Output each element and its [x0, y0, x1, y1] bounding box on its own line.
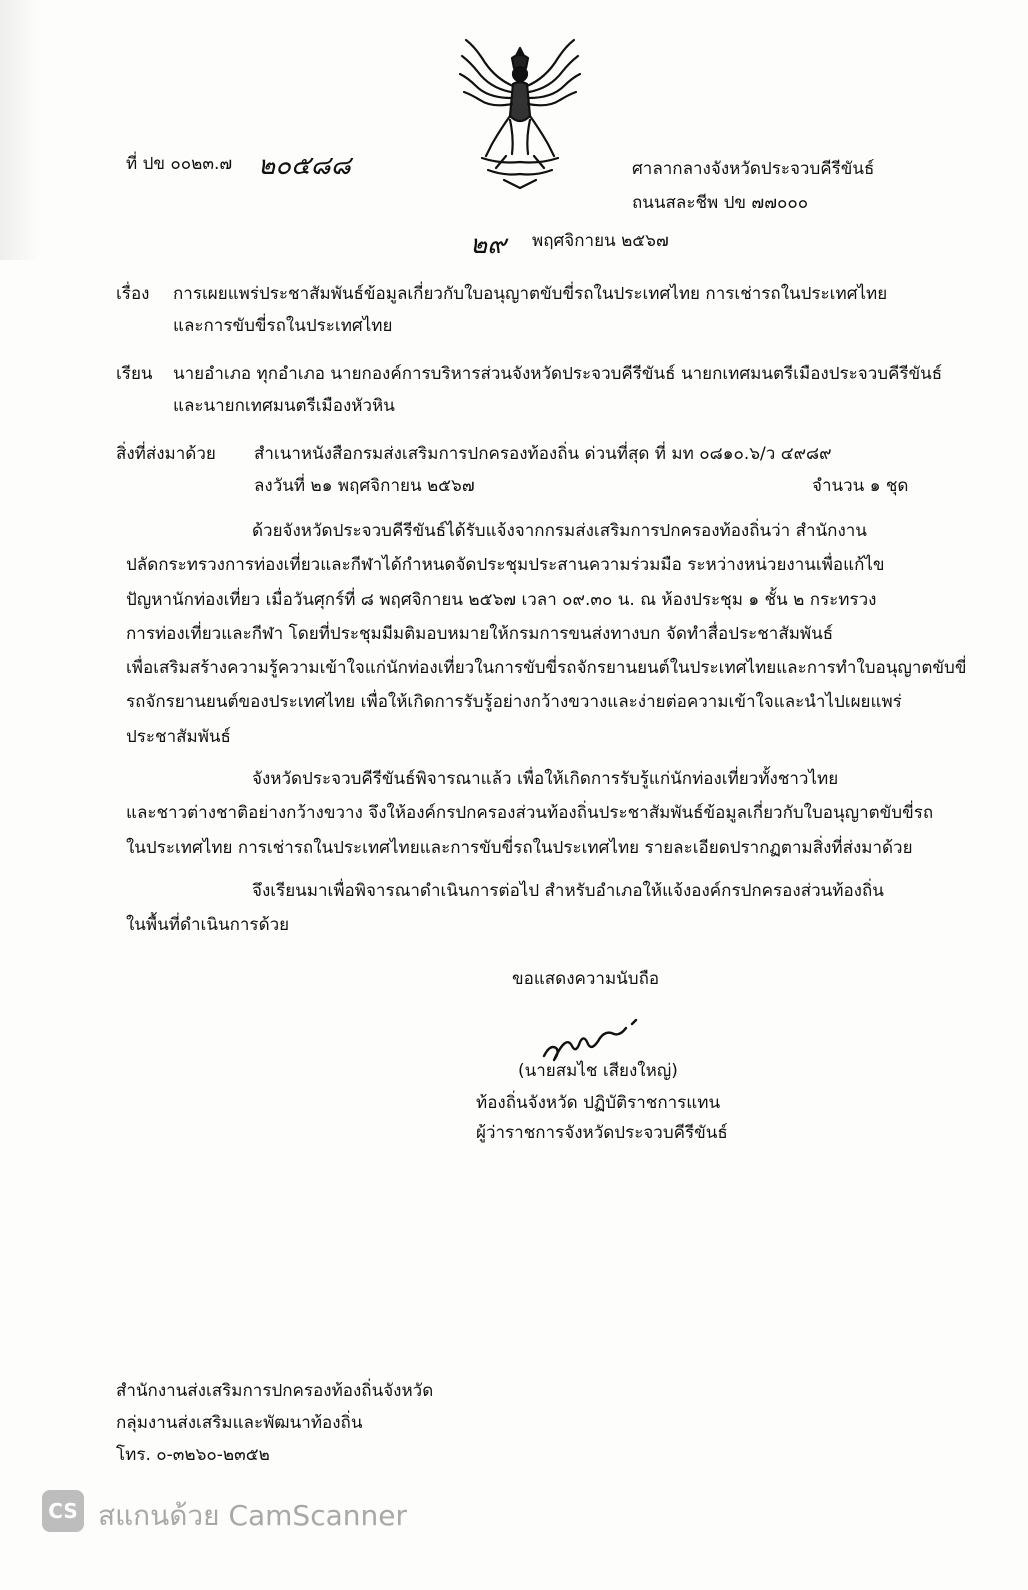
paragraph-line: ในประเทศไทย การเช่ารถในประเทศไทยและการขับขี่รถในประเทศไทย รายละเอียดปรากฏตามสิ่งที่ส่งมาด้วย: [126, 837, 913, 858]
date-month-year: พฤศจิกายน ๒๕๖๗: [532, 231, 669, 251]
footer-phone: โทร. ๐-๓๒๖๐-๒๓๕๒: [116, 1445, 270, 1465]
paragraph-line: ปัญหานักท่องเที่ยว เมื่อวันศุกร์ที่ ๘ พฤศจิกายน ๒๕๖๗ เวลา ๐๙.๓๐ น. ณ ห้องประชุม ๑ ชั้น ๒ กระทรวง: [126, 589, 877, 610]
enclosure-line-2: ลงวันที่ ๒๑ พฤศจิกายน ๒๕๖๗: [254, 476, 475, 496]
paragraph-line: จึงเรียนมาเพื่อพิจารณาดำเนินการต่อไป สำหรับอำเภอให้แจ้งองค์กรปกครองส่วนท้องถิ่น: [252, 881, 884, 901]
camscanner-logo-icon: CS: [42, 1490, 84, 1532]
footer-group: กลุ่มงานส่งเสริมและพัฒนาท้องถิ่น: [116, 1413, 363, 1433]
paragraph-line: และชาวต่างชาติอย่างกว้างขวาง จึงให้องค์กรปกครองส่วนท้องถิ่นประชาสัมพันธ์ข้อมูลเกี่ยวกับใบอนุญาตขับขี่รถ: [126, 803, 934, 824]
date-day-handwritten: ๒๙: [470, 230, 507, 260]
signer-title-1: ท้องถิ่นจังหวัด ปฏิบัติราชการแทน: [476, 1093, 721, 1113]
paragraph-line: การท่องเที่ยวและกีฬา โดยที่ประชุมมีมติมอบหมายให้กรมการขนส่งทางบก จัดทำสื่อประชาสัมพันธ์: [126, 623, 834, 644]
signer-name: (นายสมไช เสียงใหญ่): [518, 1061, 678, 1081]
office-name: ศาลากลางจังหวัดประจวบคีรีขันธ์: [632, 159, 875, 179]
body-paragraph-2: [126, 762, 933, 865]
paragraph-line: ในพื้นที่ดำเนินการด้วย: [126, 915, 290, 936]
paragraph-line: เพื่อเสริมสร้างความรู้ความเข้าใจแก่นักท่องเที่ยวในการขับขี่รถจักรยานยนต์ในประเทศไทยและการทำใบอนุญาตขับขี่: [126, 658, 967, 679]
subject-label: เรื่อง: [116, 284, 150, 304]
enclosure-label: สิ่งที่ส่งมาด้วย: [116, 444, 216, 464]
recipient-label: เรียน: [116, 364, 153, 384]
garuda-emblem-icon: [456, 34, 584, 194]
footer-office: สำนักงานส่งเสริมการปกครองท้องถิ่นจังหวัด: [116, 1381, 434, 1401]
enclosure-line-1: สำเนาหนังสือกรมส่งเสริมการปกครองท้องถิ่น ด่วนที่สุด ที่ มท ๐๘๑๐.๖/ว ๔๙๘๙: [254, 444, 832, 464]
paragraph-line: ปลัดกระทรวงการท่องเที่ยวและกีฬาได้กำหนดจัดประชุมประสานความร่วมมือ ระหว่างหน่วยงานเพื่อแก้ไข: [126, 555, 885, 576]
office-address: ถนนสละชีพ ปข ๗๗๐๐๐: [632, 193, 809, 213]
body-paragraph-3: [126, 874, 884, 943]
recipient-line-1: นายอำเภอ ทุกอำเภอ นายกองค์การบริหารส่วนจังหวัดประจวบคีรีขันธ์ นายกเทศมนตรีเมืองประจวบคีรีขันธ์: [173, 364, 943, 384]
enclosure-quantity: จำนวน ๑ ชุด: [812, 476, 909, 496]
paragraph-line: ประชาสัมพันธ์: [126, 726, 231, 747]
camscanner-watermark-text: สแกนด้วย CamScanner: [98, 1499, 407, 1532]
subject-line-1: การเผยแพร่ประชาสัมพันธ์ข้อมูลเกี่ยวกับใบอนุญาตขับขี่รถในประเทศไทย การเช่ารถในประเทศไทย: [173, 284, 888, 304]
subject-line-2: และการขับขี่รถในประเทศไทย: [173, 316, 393, 336]
doc-number-handwritten: ๒๐๕๘๘: [258, 151, 351, 181]
scan-edge-shadow: [0, 0, 40, 260]
paragraph-line: จังหวัดประจวบคีรีขันธ์พิจารณาแล้ว เพื่อให้เกิดการรับรู้แก่นักท่องเที่ยวทั้งชาวไทย: [252, 769, 839, 789]
body-paragraph-1: [126, 514, 966, 754]
doc-number: ที่ ปข ๐๐๒๓.๗: [126, 154, 233, 174]
paragraph-line: ด้วยจังหวัดประจวบคีรีขันธ์ได้รับแจ้งจากกรมส่งเสริมการปกครองท้องถิ่นว่า สำนักงาน: [252, 521, 867, 541]
paragraph-line: รถจักรยานยนต์ของประเทศไทย เพื่อให้เกิดการรับรู้อย่างกว้างขวางและง่ายต่อความเข้าใจและนำไปเผยแพร่: [126, 692, 902, 713]
recipient-line-2: และนายกเทศมนตรีเมืองหัวหิน: [173, 396, 395, 416]
closing-salutation: ขอแสดงความนับถือ: [512, 969, 660, 989]
signer-title-2: ผู้ว่าราชการจังหวัดประจวบคีรีขันธ์: [476, 1123, 728, 1143]
